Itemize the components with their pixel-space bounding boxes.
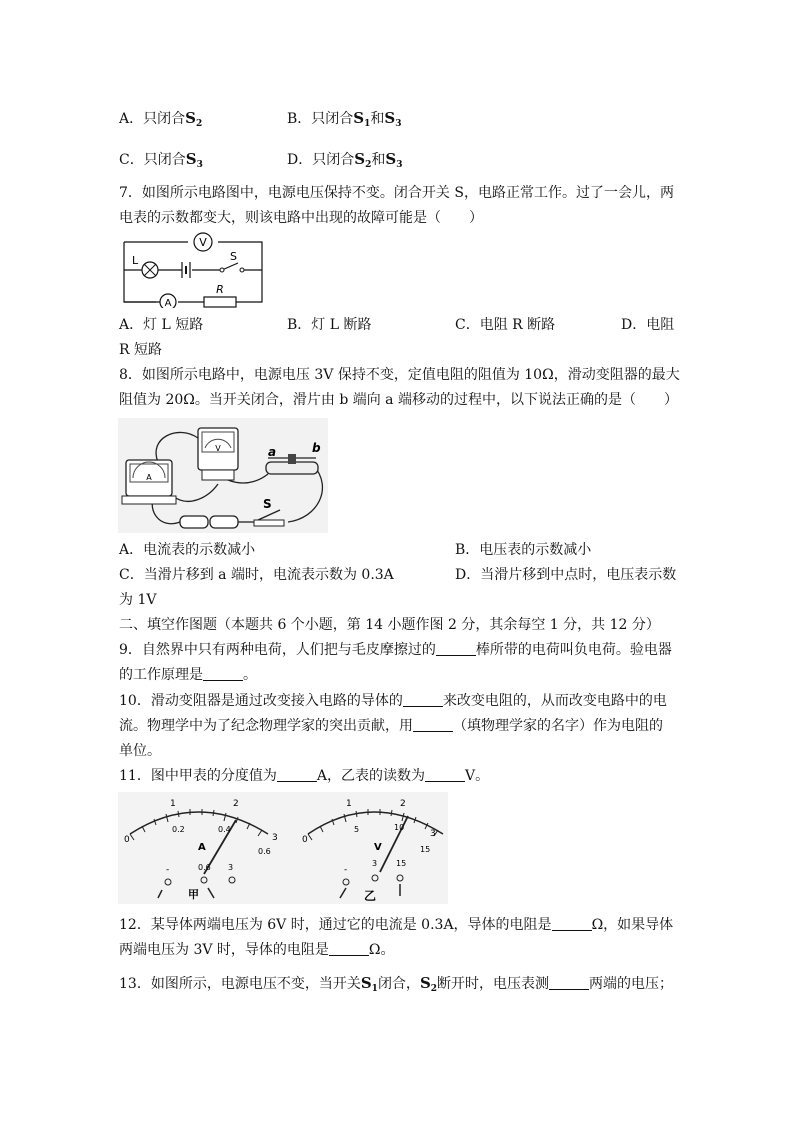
q13-blank-1[interactable] [549,975,589,990]
svg-text:乙: 乙 [364,889,377,903]
q7-option-d: D．电阻 [621,317,675,333]
svg-text:0.6: 0.6 [258,847,271,856]
svg-text:0.4: 0.4 [218,825,231,834]
ammeter-device [122,460,176,504]
voltmeter-device [198,428,238,480]
svg-text:3: 3 [430,829,436,839]
svg-text:-: - [344,865,348,875]
svg-text:0.6: 0.6 [198,863,211,872]
q8-option-a: A．电流表的示数减小 [119,542,256,558]
q7-circuit-diagram [118,232,268,308]
q10-blank-1[interactable] [403,692,443,707]
svg-text:3: 3 [228,863,234,872]
svg-text:A: A [198,842,206,853]
svg-text:3: 3 [272,833,278,843]
q7-stem-line2: 电表的示数都变大，则该电路中出现的故障可能是（ ） [119,210,483,226]
svg-text:5: 5 [354,825,360,834]
lamp-label: L [132,254,139,267]
voltmeter-symbol [194,233,212,251]
q12-blank-2[interactable] [329,941,369,956]
q12-line1: 12．某导体两端电压为 6V 时，通过它的电流是 0.3A，导体的电阻是 Ω，如果导体 [119,917,674,933]
svg-text:15: 15 [396,859,407,868]
q9-blank-1[interactable] [436,641,476,656]
q10-line3: 单位。 [119,743,161,759]
battery-symbol [182,262,190,278]
q10-line2: 流。物理学中为了纪念物理学家的突出贡献，用 （填物理学家的名字）作为电阻的 [119,718,663,734]
svg-text:0: 0 [302,835,308,845]
q8-physical-circuit [118,418,328,533]
ammeter-symbol [160,294,176,308]
q11-blank-2[interactable] [425,767,465,782]
svg-text:-: - [166,865,170,875]
q8-option-d-cont: 为 1V [119,592,157,608]
q7-option-c: C．电阻 R 断路 [455,317,556,333]
q11-line: 11．图中甲表的分度值为 A，乙表的读数为 V。 [119,768,490,784]
svg-text:V: V [199,236,207,249]
q9-blank-2[interactable] [203,666,243,681]
svg-text:甲: 甲 [188,888,199,901]
svg-text:a: a [268,445,277,459]
q8-option-b: B．电压表的示数减小 [455,542,592,558]
q7-option-b: B．灯 L 断路 [287,317,372,333]
resistor-symbol [204,283,236,307]
q8-option-d: D．当滑片移到中点时，电压表示数 [455,567,677,583]
svg-text:2: 2 [233,799,239,809]
q7-option-d-cont: R 短路 [119,342,162,358]
svg-text:R: R [216,283,224,296]
q13-line1: 13．如图所示，电源电压不变，当开关$S_1$闭合，$S_2$断开时，电压表测 两端的电压； [119,974,674,994]
q12-line2: 两端电压为 3V 时，导体的电阻是 Ω。 [119,942,395,958]
svg-text:0.2: 0.2 [172,825,185,834]
svg-text:2: 2 [400,799,406,809]
q6-option-b: B．只闭合$S_1$和$S_3$ [287,109,402,129]
q9-line1: 9．自然界中只有两种电荷，人们把与毛皮摩擦过的 棒所带的电荷叫负电荷。验电器 [119,642,672,658]
lamp-symbol [142,262,158,278]
q11-meter-figure [118,792,448,904]
q8-option-c: C．当滑片移到 a 端时，电流表示数为 0.3A [119,567,394,583]
q10-blank-2[interactable] [413,717,453,732]
svg-text:S: S [263,497,272,511]
q6-option-d: D．只闭合$S_2$和$S_3$ [287,150,403,170]
q12-blank-1[interactable] [552,916,592,931]
svg-text:3: 3 [372,859,378,868]
svg-text:A: A [164,298,172,308]
svg-text:1: 1 [170,799,176,809]
q6-option-a: A．只闭合$S_2$ [119,109,203,129]
q7-stem-line1: 7．如图所示电路图中，电源电压保持不变。闭合开关 S，电路正常工作。过了一会儿，两 [119,185,674,201]
q9-line2: 的工作原理是 。 [119,667,257,683]
q6-option-c: C．只闭合$S_3$ [119,150,203,170]
svg-text:V: V [215,444,221,453]
section-2-heading: 二、填空作图题（本题共 6 个小题，第 14 小题作图 2 分，其余每空 1 分，共 12 分） [119,617,660,633]
switch-label: S [230,250,237,263]
q10-line1: 10．滑动变阻器是通过改变接入电路的导体的 来改变电阻的，从而改变电路中的电 [119,693,667,709]
q7-option-a: A．灯 L 短路 [119,317,204,333]
svg-text:15: 15 [420,845,431,854]
q8-stem-line1: 8．如图所示电路中，电源电压 3V 保持不变，定值电阻的阻值为 10Ω，滑动变阻器的最大 [119,367,680,383]
q8-stem-line2: 阻值为 20Ω。当开关闭合，滑片由 b 端向 a 端移动的过程中，以下说法正确的是（ ） [119,392,678,408]
q11-blank-1[interactable] [277,767,317,782]
svg-text:V: V [374,842,382,853]
svg-text:1: 1 [346,799,352,809]
svg-text:10: 10 [394,823,405,832]
svg-text:0: 0 [124,835,130,845]
svg-text:A: A [146,473,152,482]
svg-text:b: b [312,441,321,455]
